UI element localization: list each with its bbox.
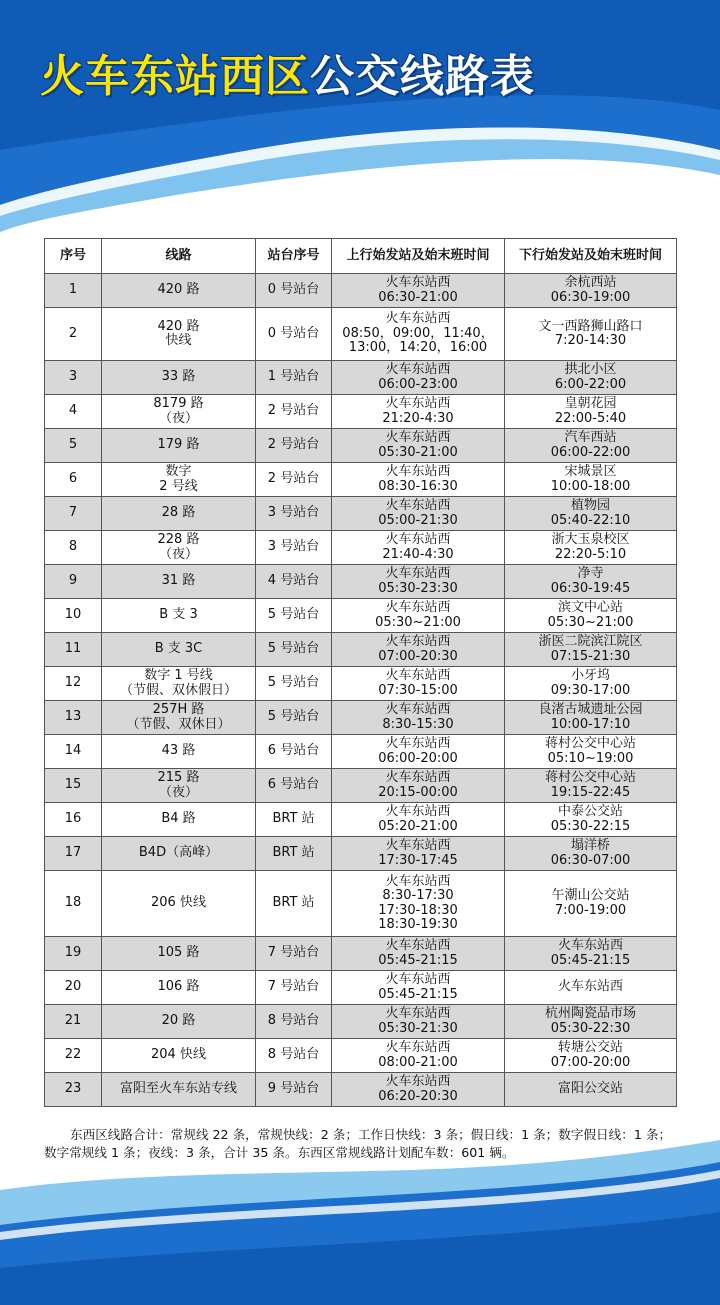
cell-no: 11 bbox=[45, 633, 102, 667]
cell-no: 16 bbox=[45, 803, 102, 837]
cell-down: 良渚古城遗址公园 10:00-17:10 bbox=[505, 701, 677, 735]
cell-no: 4 bbox=[45, 395, 102, 429]
table-body bbox=[45, 274, 677, 1107]
table-header-row bbox=[45, 239, 677, 274]
cell-route: 105 路 bbox=[102, 937, 256, 971]
cell-up: 火车东站西 8:30-15:30 bbox=[332, 701, 505, 735]
table-row bbox=[45, 361, 677, 395]
cell-no: 14 bbox=[45, 735, 102, 769]
cell-platform: 1 号站台 bbox=[256, 361, 332, 395]
cell-up: 火车东站西 05:45-21:15 bbox=[332, 937, 505, 971]
route-table-container bbox=[44, 238, 676, 1107]
cell-down: 宋城景区 10:00-18:00 bbox=[505, 463, 677, 497]
header-platform: 站台序号 bbox=[256, 239, 332, 274]
table-row bbox=[45, 937, 677, 971]
cell-up: 火车东站西 06:20-20:30 bbox=[332, 1073, 505, 1107]
cell-no: 12 bbox=[45, 667, 102, 701]
table-row bbox=[45, 769, 677, 803]
cell-down: 富阳公交站 bbox=[505, 1073, 677, 1107]
cell-route: 106 路 bbox=[102, 971, 256, 1005]
cell-platform: 5 号站台 bbox=[256, 599, 332, 633]
table-row bbox=[45, 395, 677, 429]
cell-down: 文一西路狮山路口 7:20-14:30 bbox=[505, 308, 677, 361]
table-row bbox=[45, 599, 677, 633]
cell-route: 43 路 bbox=[102, 735, 256, 769]
cell-down: 杭州陶瓷品市场 05:30-22:30 bbox=[505, 1005, 677, 1039]
cell-no: 18 bbox=[45, 871, 102, 937]
cell-up: 火车东站西 08:50，09:00，11:40， 13:00，14:20，16:00 bbox=[332, 308, 505, 361]
cell-route: 31 路 bbox=[102, 565, 256, 599]
cell-platform: 7 号站台 bbox=[256, 971, 332, 1005]
cell-up: 火车东站西 05:45-21:15 bbox=[332, 971, 505, 1005]
cell-route: B 支 3C bbox=[102, 633, 256, 667]
cell-down: 火车东站西 bbox=[505, 971, 677, 1005]
cell-up: 火车东站西 8:30-17:30 17:30-18:30 18:30-19:30 bbox=[332, 871, 505, 937]
route-table bbox=[44, 238, 677, 1107]
cell-down: 浙医二院滨江院区 07:15-21:30 bbox=[505, 633, 677, 667]
cell-up: 火车东站西 05:30~21:00 bbox=[332, 599, 505, 633]
cell-route: 215 路 （夜） bbox=[102, 769, 256, 803]
cell-down: 余杭西站 06:30-19:00 bbox=[505, 274, 677, 308]
cell-up: 火车东站西 08:30-16:30 bbox=[332, 463, 505, 497]
cell-down: 午潮山公交站 7:00-19:00 bbox=[505, 871, 677, 937]
cell-no: 9 bbox=[45, 565, 102, 599]
cell-no: 19 bbox=[45, 937, 102, 971]
cell-platform: 0 号站台 bbox=[256, 308, 332, 361]
cell-route: 富阳至火车东站专线 bbox=[102, 1073, 256, 1107]
cell-down: 皇朝花园 22:00-5:40 bbox=[505, 395, 677, 429]
cell-down: 植物园 05:40-22:10 bbox=[505, 497, 677, 531]
cell-platform: 2 号站台 bbox=[256, 395, 332, 429]
table-row bbox=[45, 971, 677, 1005]
cell-down: 净寺 06:30-19:45 bbox=[505, 565, 677, 599]
cell-down: 小牙坞 09:30-17:00 bbox=[505, 667, 677, 701]
cell-route: 204 快线 bbox=[102, 1039, 256, 1073]
cell-route: 20 路 bbox=[102, 1005, 256, 1039]
cell-no: 8 bbox=[45, 531, 102, 565]
cell-no: 6 bbox=[45, 463, 102, 497]
cell-down: 火车东站西 05:45-21:15 bbox=[505, 937, 677, 971]
header-up: 上行始发站及始末班时间 bbox=[332, 239, 505, 274]
cell-platform: 3 号站台 bbox=[256, 497, 332, 531]
cell-platform: 0 号站台 bbox=[256, 274, 332, 308]
cell-platform: BRT 站 bbox=[256, 871, 332, 937]
cell-down: 汽车西站 06:00-22:00 bbox=[505, 429, 677, 463]
cell-no: 21 bbox=[45, 1005, 102, 1039]
cell-down: 滨文中心站 05:30~21:00 bbox=[505, 599, 677, 633]
table-row bbox=[45, 735, 677, 769]
cell-up: 火车东站西 05:30-21:00 bbox=[332, 429, 505, 463]
cell-up: 火车东站西 07:30-15:00 bbox=[332, 667, 505, 701]
cell-platform: 8 号站台 bbox=[256, 1005, 332, 1039]
cell-up: 火车东站西 05:30-21:30 bbox=[332, 1005, 505, 1039]
cell-down: 蒋村公交中心站 05:10~19:00 bbox=[505, 735, 677, 769]
cell-platform: 7 号站台 bbox=[256, 937, 332, 971]
cell-up: 火车东站西 08:00-21:00 bbox=[332, 1039, 505, 1073]
cell-platform: 6 号站台 bbox=[256, 735, 332, 769]
table-row bbox=[45, 667, 677, 701]
table-row bbox=[45, 497, 677, 531]
cell-no: 10 bbox=[45, 599, 102, 633]
cell-down: 蒋村公交中心站 19:15-22:45 bbox=[505, 769, 677, 803]
cell-route: B 支 3 bbox=[102, 599, 256, 633]
cell-up: 火车东站西 07:00-20:30 bbox=[332, 633, 505, 667]
cell-platform: BRT 站 bbox=[256, 837, 332, 871]
cell-platform: 5 号站台 bbox=[256, 633, 332, 667]
cell-up: 火车东站西 21:20-4:30 bbox=[332, 395, 505, 429]
cell-down: 转塘公交站 07:00-20:00 bbox=[505, 1039, 677, 1073]
header-route: 线路 bbox=[102, 239, 256, 274]
cell-no: 2 bbox=[45, 308, 102, 361]
cell-up: 火车东站西 05:20-21:00 bbox=[332, 803, 505, 837]
cell-down: 拱北小区 6:00-22:00 bbox=[505, 361, 677, 395]
cell-no: 5 bbox=[45, 429, 102, 463]
table-row bbox=[45, 1039, 677, 1073]
cell-route: 179 路 bbox=[102, 429, 256, 463]
cell-route: B4D（高峰） bbox=[102, 837, 256, 871]
cell-route: 数字 2 号线 bbox=[102, 463, 256, 497]
table-row bbox=[45, 308, 677, 361]
cell-no: 1 bbox=[45, 274, 102, 308]
summary-note: 东西区线路合计：常规线 22 条，常规快线：2 条；工作日快线：3 条；假日线：1 条；数字假日线：1 条；数字常规线 1 条；夜线：3 条，合计 35 条。东西区常规线路计划配车数：601 辆。 bbox=[44, 1127, 672, 1160]
cell-no: 20 bbox=[45, 971, 102, 1005]
table-row bbox=[45, 1073, 677, 1107]
page-title bbox=[40, 40, 535, 104]
table-row bbox=[45, 274, 677, 308]
cell-platform: 3 号站台 bbox=[256, 531, 332, 565]
cell-platform: 5 号站台 bbox=[256, 667, 332, 701]
cell-platform: 4 号站台 bbox=[256, 565, 332, 599]
table-row bbox=[45, 463, 677, 497]
cell-up: 火车东站西 05:30-23:30 bbox=[332, 565, 505, 599]
cell-no: 13 bbox=[45, 701, 102, 735]
cell-route: 257H 路 （节假、双休日） bbox=[102, 701, 256, 735]
cell-up: 火车东站西 17:30-17:45 bbox=[332, 837, 505, 871]
cell-platform: 5 号站台 bbox=[256, 701, 332, 735]
table-row bbox=[45, 837, 677, 871]
cell-platform: 8 号站台 bbox=[256, 1039, 332, 1073]
table-row bbox=[45, 871, 677, 937]
table-row bbox=[45, 565, 677, 599]
cell-route: 数字 1 号线 （节假、双休假日） bbox=[102, 667, 256, 701]
header-no: 序号 bbox=[45, 239, 102, 274]
cell-no: 3 bbox=[45, 361, 102, 395]
header-down: 下行始发站及始末班时间 bbox=[505, 239, 677, 274]
cell-no: 17 bbox=[45, 837, 102, 871]
cell-route: 33 路 bbox=[102, 361, 256, 395]
cell-platform: 2 号站台 bbox=[256, 463, 332, 497]
cell-route: 228 路 （夜） bbox=[102, 531, 256, 565]
table-row bbox=[45, 803, 677, 837]
table-row bbox=[45, 531, 677, 565]
cell-route: 420 路 bbox=[102, 274, 256, 308]
cell-no: 23 bbox=[45, 1073, 102, 1107]
cell-route: B4 路 bbox=[102, 803, 256, 837]
cell-up: 火车东站西 06:00-20:00 bbox=[332, 735, 505, 769]
title-part-white: 公交线路表 bbox=[310, 51, 535, 102]
cell-platform: 2 号站台 bbox=[256, 429, 332, 463]
cell-route: 28 路 bbox=[102, 497, 256, 531]
cell-route: 8179 路 （夜） bbox=[102, 395, 256, 429]
cell-no: 22 bbox=[45, 1039, 102, 1073]
table-row bbox=[45, 633, 677, 667]
cell-route: 206 快线 bbox=[102, 871, 256, 937]
cell-down: 中泰公交站 05:30-22:15 bbox=[505, 803, 677, 837]
cell-no: 7 bbox=[45, 497, 102, 531]
title-part-yellow: 火车东站西区 bbox=[40, 51, 310, 102]
cell-up: 火车东站西 06:30-21:00 bbox=[332, 274, 505, 308]
cell-no: 15 bbox=[45, 769, 102, 803]
table-row bbox=[45, 429, 677, 463]
cell-platform: 9 号站台 bbox=[256, 1073, 332, 1107]
cell-route: 420 路 快线 bbox=[102, 308, 256, 361]
table-row bbox=[45, 1005, 677, 1039]
cell-platform: BRT 站 bbox=[256, 803, 332, 837]
table-row bbox=[45, 701, 677, 735]
cell-up: 火车东站西 06:00-23:00 bbox=[332, 361, 505, 395]
cell-down: 塌洋桥 06:30-07:00 bbox=[505, 837, 677, 871]
cell-platform: 6 号站台 bbox=[256, 769, 332, 803]
cell-up: 火车东站西 20:15-00:00 bbox=[332, 769, 505, 803]
cell-up: 火车东站西 21:40-4:30 bbox=[332, 531, 505, 565]
cell-up: 火车东站西 05:00-21:30 bbox=[332, 497, 505, 531]
cell-down: 浙大玉泉校区 22:20-5:10 bbox=[505, 531, 677, 565]
